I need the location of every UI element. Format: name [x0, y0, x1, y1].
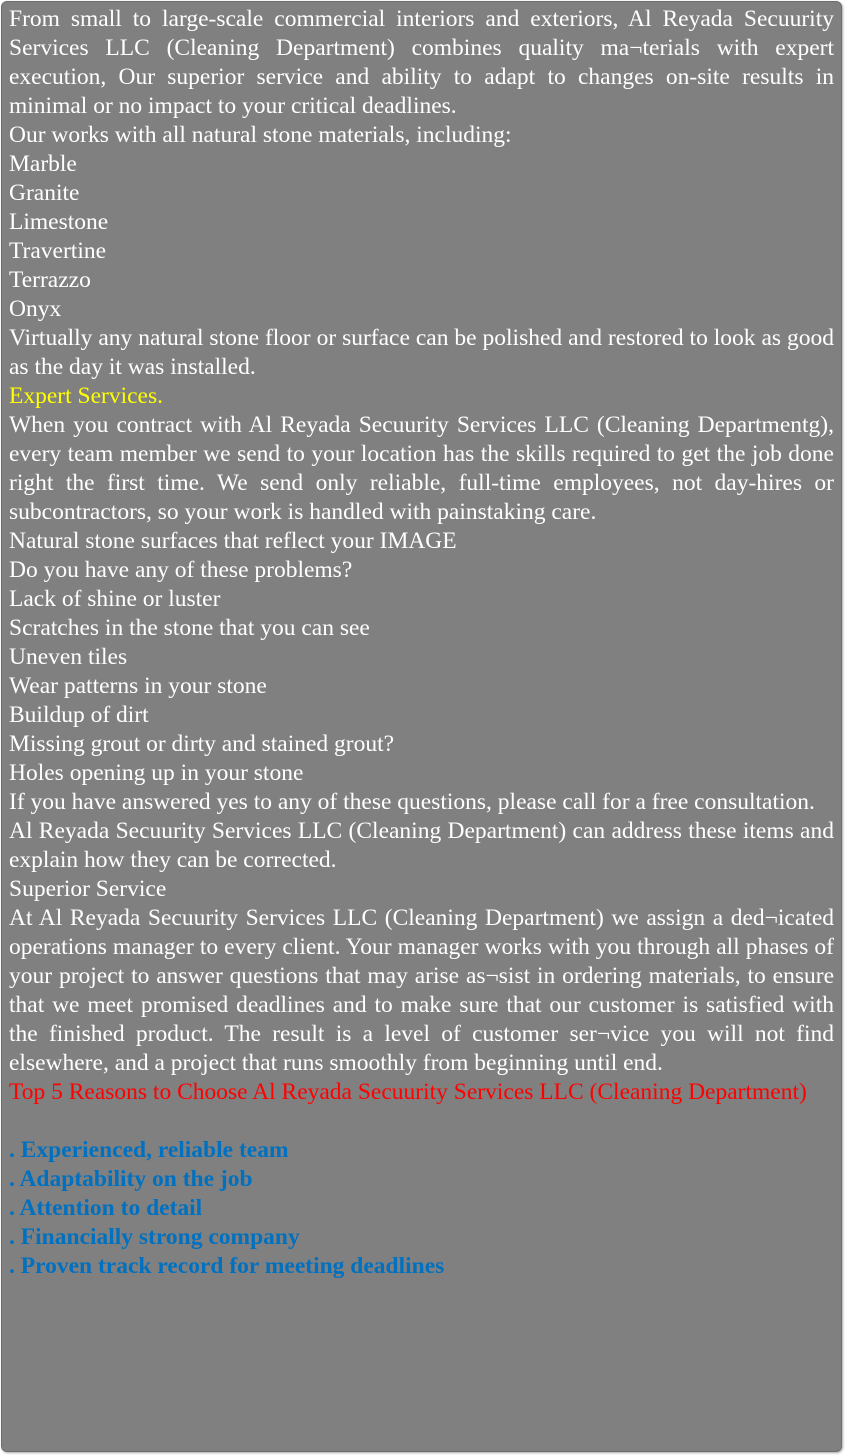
problem-item: Holes opening up in your stone [9, 760, 304, 786]
stone-item: Terrazzo [9, 267, 91, 293]
problem-item: Lack of shine or luster [9, 586, 221, 612]
stone-item: Onyx [9, 296, 62, 322]
problem-item: Scratches in the stone that you can see [9, 615, 370, 641]
problem-item: Missing grout or dirty and stained grout? [9, 731, 395, 757]
reason-item: . Adaptability on the job [9, 1166, 253, 1192]
problem-item: Wear patterns in your stone [9, 673, 267, 699]
stones-intro: Our works with all natural stone materials, including: [9, 122, 512, 148]
reflect-image-line: Natural stone surfaces that reflect your IMAGE [9, 528, 457, 554]
reason-item: . Proven track record for meeting deadlines [9, 1253, 445, 1279]
intro-paragraph: From small to large-scale commercial interiors and exteriors, Al Reyada Secuurity Services LLC (Cleaning Department) combines quality ma¬terials with expert execution, Our superior service and ability to adapt to changes on-site results in minimal or no impact to your critical deadlines. [9, 6, 834, 119]
stone-item: Limestone [9, 209, 109, 235]
reason-item: . Experienced, reliable team [9, 1137, 289, 1163]
problems-question: Do you have any of these problems? [9, 557, 353, 583]
consultation-paragraph: If you have answered yes to any of these questions, please call for a free consultation. [9, 789, 815, 815]
stone-item: Travertine [9, 238, 107, 264]
expert-services-body: When you contract with Al Reyada Secuurity Services LLC (Cleaning Departmentg), every team member we send to your location has the skills required to get the job done right the first time. We send only reliable, full-time employees, not day-hires or subcontractors, so your work is handled with painstaking care. [9, 412, 834, 525]
stone-summary: Virtually any natural stone floor or surface can be polished and restored to look as good as the day it was installed. [9, 325, 834, 380]
spacer [9, 1107, 834, 1136]
problem-item: Buildup of dirt [9, 702, 149, 728]
reason-item: . Financially strong company [9, 1224, 300, 1250]
stone-item: Granite [9, 180, 80, 206]
problem-list [9, 585, 834, 788]
stone-list [9, 150, 834, 324]
address-items-paragraph: Al Reyada Secuurity Services LLC (Cleaning Department) can address these items and explain how they can be corrected. [9, 818, 834, 873]
reasons-heading: Top 5 Reasons to Choose Al Reyada Secuurity Services LLC (Cleaning Department) [9, 1079, 807, 1105]
stone-item: Marble [9, 151, 77, 177]
superior-service-body: At Al Reyada Secuurity Services LLC (Cleaning Department) we assign a ded¬icated operations manager to every client. Your manager works with you through all phases of your project to answer questions that may arise as¬sist in ordering materials, to ensure that we meet promised deadlines and to make sure that our customer is satisfied with the finished product. The result is a level of customer ser¬vice you will not find elsewhere, and a project that runs smoothly from beginning until end. [9, 905, 834, 1076]
expert-services-heading: Expert Services. [9, 383, 164, 409]
superior-service-heading: Superior Service [9, 876, 167, 902]
reason-item: . Attention to detail [9, 1195, 203, 1221]
reasons-list [9, 1136, 834, 1281]
content-panel [1, 1, 842, 1452]
problem-item: Uneven tiles [9, 644, 128, 670]
